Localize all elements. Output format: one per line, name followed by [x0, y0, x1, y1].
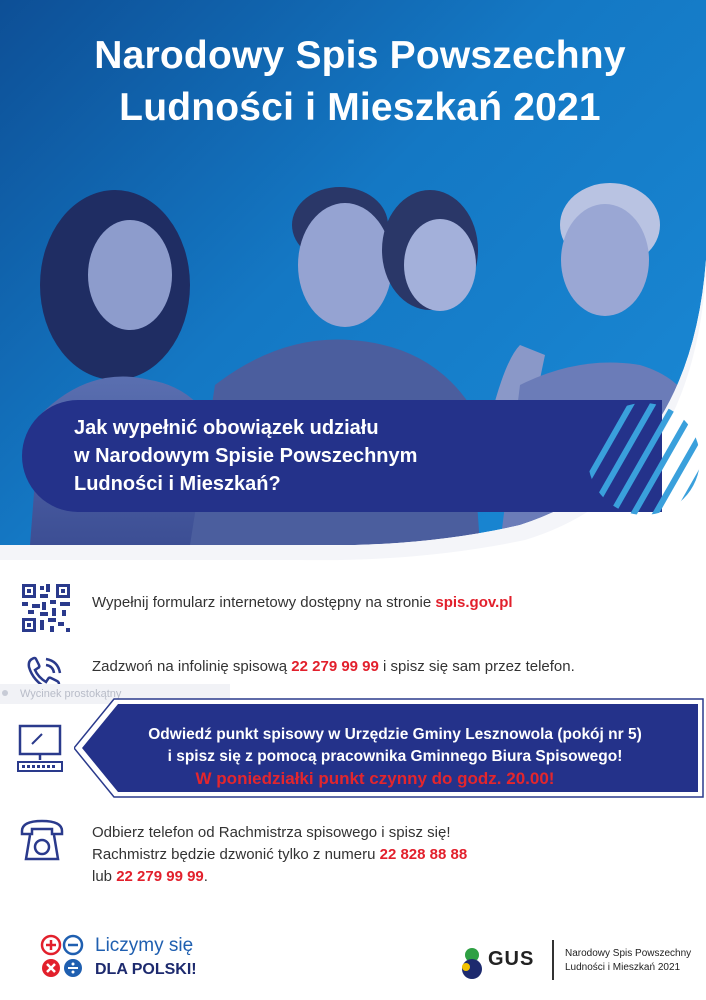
question-banner	[22, 400, 662, 512]
gus-description-line: Ludności i Mieszkań 2021	[565, 962, 681, 973]
visit-office-line: Odwiedź punkt spisowy w Urzędzie Gminy Lesznowola (pokój nr 5)	[148, 726, 642, 743]
infoline-number[interactable]: 22 279 99 99	[291, 658, 379, 675]
telephone-icon	[18, 815, 66, 863]
step-callback-text	[92, 822, 467, 888]
alternate-number[interactable]: 22 279 99 99	[116, 868, 204, 885]
title-line: Ludności i Mieszkań 2021	[119, 86, 601, 129]
visit-office-text	[100, 724, 690, 768]
qr-code-icon	[22, 584, 70, 632]
question-line: w Narodowym Spisie Powszechnym	[74, 445, 418, 467]
math-symbols-logo	[40, 934, 90, 980]
step-online-label: Wypełnij formularz internetowy dostępny na stronie	[92, 594, 436, 611]
title-line: Narodowy Spis Powszechny	[94, 34, 626, 77]
stripes-decoration	[585, 400, 703, 518]
slogan-line-bold: DLA POLSKI!	[95, 961, 197, 978]
callback-line: Odbierz telefon od Rachmistrza spisowego i spisz się!	[92, 824, 451, 841]
question-line: Ludności i Mieszkań?	[74, 473, 281, 495]
gus-logo-text: GUS	[488, 948, 535, 970]
step-phone-text	[92, 656, 575, 678]
opening-hours-notice: W poniedziałki punkt czynny do godz. 20.00!	[195, 769, 555, 788]
ghost-label-text: Wycinek prostokątny	[20, 688, 122, 700]
step-phone-label: Zadzwoń na infolinię spisową	[92, 658, 292, 675]
gus-description-line: Narodowy Spis Powszechny	[565, 948, 692, 959]
step-online-text	[92, 592, 513, 614]
question-line: Jak wypełnić obowiązek udziału	[74, 417, 379, 439]
gus-logo-icon	[458, 945, 486, 981]
computer-icon	[16, 722, 64, 774]
callback-suffix: .	[203, 868, 208, 885]
callback-line: Rachmistrz będzie dzwonić tylko z numeru	[92, 846, 380, 863]
question-text	[74, 414, 594, 498]
gus-description	[565, 947, 691, 975]
gus-divider	[552, 940, 554, 980]
campaign-slogan	[95, 934, 197, 982]
callback-line: lub	[92, 868, 117, 885]
spis-website-link[interactable]: spis.gov.pl	[435, 594, 513, 611]
slogan-line: Liczymy się	[95, 935, 194, 956]
enumerator-number[interactable]: 22 828 88 88	[379, 846, 468, 863]
page-title	[40, 30, 680, 134]
step-phone-suffix: i spisz się sam przez telefon.	[378, 658, 575, 675]
visit-office-line: i spisz się z pomocą pracownika Gminnego Biura Spisowego!	[167, 748, 623, 765]
